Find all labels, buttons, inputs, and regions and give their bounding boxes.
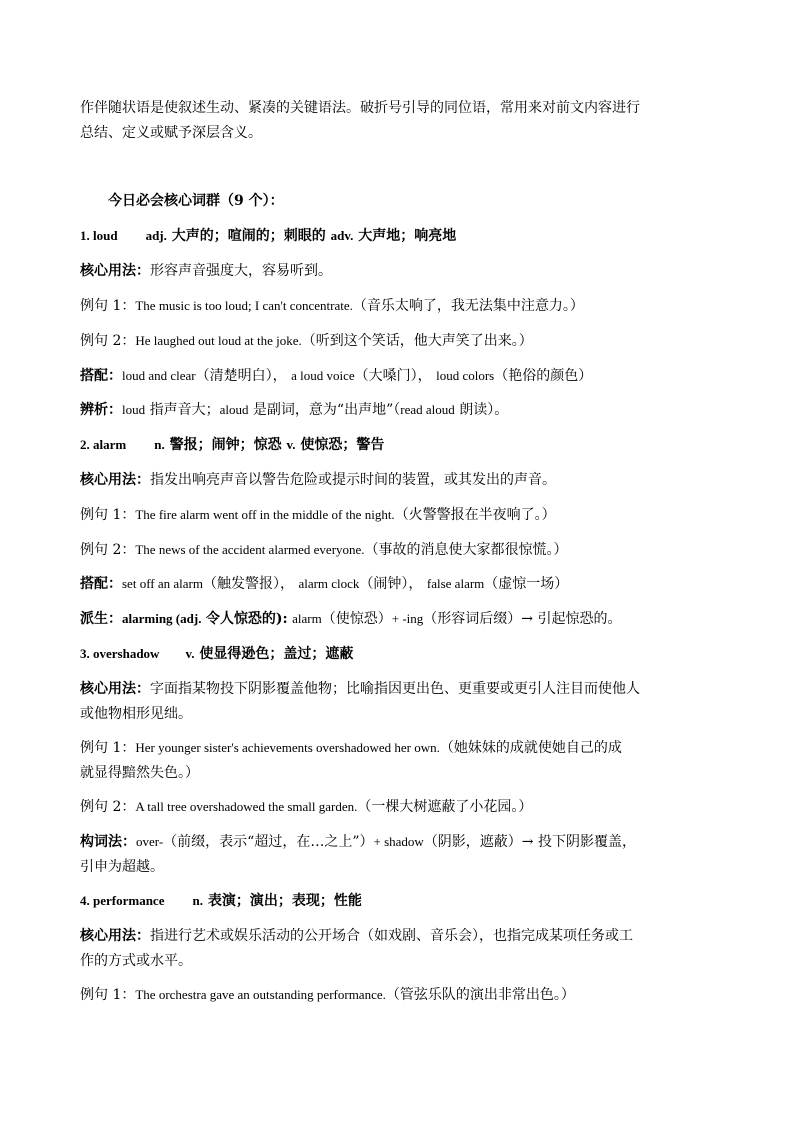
usage-text: 字面指某物投下阴影覆盖他物；比喻指因更出色、更重要或更引人注目而使他人 [150, 681, 640, 697]
word-formation-overshadow-cont: 引申为超越。 [80, 859, 164, 875]
usage-loud [80, 261, 730, 281]
text: （形容词后缀）→ 引起惊恐的。 [423, 611, 622, 627]
distinction-loud [80, 400, 730, 420]
definition: 警报；闹钟；惊恐 [169, 437, 282, 453]
usage-text: 指发出响亮声音以警告危险或提示时间的装置，或其发出的声音。 [150, 472, 556, 488]
text: 令人惊恐的): [205, 611, 288, 627]
example-english: The orchestra gave an outstanding performance. [135, 987, 386, 1002]
usage-performance-1 [80, 926, 730, 946]
definition: 表演；演出；表现；性能 [207, 893, 362, 909]
term: over- [136, 834, 164, 849]
word-heading-loud [80, 226, 730, 246]
collocation-chinese: （清楚明白）， [195, 368, 287, 384]
example-1-loud [80, 296, 730, 316]
usage-label: 核心用法： [80, 472, 150, 488]
example-chinese: （事故的消息使大家都很惊慌。） [364, 542, 568, 558]
usage-label: 核心用法： [80, 928, 150, 944]
text: （前缀，表示“超过，在…之上”） [163, 834, 374, 850]
example-chinese: （听到这个笑话，他大声笑了出来。） [301, 333, 533, 349]
example-english: The fire alarm went off in the middle of the night. [135, 507, 395, 522]
word-number-term: 3. overshadow [80, 646, 160, 661]
example-2-alarm [80, 540, 730, 560]
word-heading-alarm [80, 435, 730, 455]
derivation-alarm [80, 609, 730, 629]
collocation-label: 搭配： [80, 368, 122, 384]
example-label: 例句 2： [80, 799, 136, 815]
usage-text: 形容声音强度大，容易听到。 [150, 263, 332, 279]
text: 是副词，意为“出声地”（ [252, 402, 401, 418]
term: read aloud [400, 402, 455, 417]
example-label: 例句 1： [80, 987, 136, 1003]
example-1-performance [80, 985, 730, 1005]
example-english: A tall tree overshadowed the small garden. [135, 799, 358, 814]
definition: 使惊恐；警告 [300, 437, 385, 453]
word-number-term: 1. loud [80, 228, 118, 243]
example-2-loud [80, 331, 730, 351]
distinction-label: 辨析： [80, 402, 122, 418]
word-number-term: 4. performance [80, 893, 165, 908]
intro-line-1: 作伴随状语是使叙述生动、紧凑的关键语法。破折号引导的同位语，常用来对前文内容进行 [80, 100, 640, 116]
example-1-alarm [80, 505, 730, 525]
collocation-chinese: （触发警报）， [202, 576, 294, 592]
pos-tag: adv. [330, 228, 354, 243]
example-label: 例句 1： [80, 298, 136, 314]
definition: 大声的；喧闹的；刺眼的 [171, 228, 326, 244]
usage-overshadow-2: 或他物相形见绌。 [80, 706, 192, 722]
usage-performance-2: 作的方式或水平。 [80, 953, 192, 969]
example-english: The news of the accident alarmed everyone. [135, 542, 365, 557]
example-chinese: （一棵大树遮蔽了小花园。） [357, 799, 533, 815]
text: 朗读）。 [459, 402, 509, 418]
example-english: He laughed out loud at the joke. [135, 333, 302, 348]
term: alarming (adj. [122, 611, 202, 626]
pos-tag: v. [185, 646, 195, 661]
text: 指声音大； [149, 402, 220, 418]
derivation-label: 派生： [80, 611, 122, 627]
collocation-english: false alarm [426, 576, 485, 591]
usage-label: 核心用法： [80, 263, 150, 279]
pos-tag: n. [192, 893, 203, 908]
word-formation-overshadow [80, 832, 730, 852]
example-english: Her younger sister's achievements overshadowed her own. [135, 740, 440, 755]
example-label: 例句 2： [80, 542, 136, 558]
term: alarm [292, 611, 322, 626]
word-heading-overshadow [80, 644, 730, 664]
pos-tag: n. [154, 437, 165, 452]
pos-tag: v. [286, 437, 296, 452]
example-1-overshadow [80, 738, 730, 758]
example-label: 例句 1： [80, 740, 136, 756]
definition: 大声地；响亮地 [358, 228, 457, 244]
collocation-chinese: （虚惊一场） [484, 576, 569, 592]
usage-label: 核心用法： [80, 681, 150, 697]
usage-alarm [80, 470, 730, 490]
example-english: The music is too loud; I can't concentrate. [135, 298, 353, 313]
word-heading-performance [80, 891, 730, 911]
example-1-overshadow-cont: 就显得黯然失色。） [80, 765, 199, 781]
collocation-chinese: （大嗓门）， [354, 368, 432, 384]
example-2-overshadow [80, 797, 730, 817]
collocation-english: loud and clear [122, 368, 196, 383]
example-chinese: （火警警报在半夜响了。） [394, 507, 556, 523]
collocation-chinese: （艳俗的颜色） [494, 368, 593, 384]
example-label: 例句 2： [80, 333, 136, 349]
term: aloud [219, 402, 249, 417]
example-chinese: （管弦乐队的演出非常出色。） [385, 987, 575, 1003]
pos-tag: adj. [145, 228, 167, 243]
word-formation-label: 构词法： [80, 834, 136, 850]
text: （使惊恐） [321, 611, 392, 627]
usage-text: 指进行艺术或娱乐活动的公开场合（如戏剧、音乐会），也指完成某项任务或工 [150, 928, 633, 944]
term: + shadow [373, 834, 424, 849]
definition: 使显得逊色；盖过；遮蔽 [199, 646, 354, 662]
collocations-alarm [80, 574, 730, 594]
intro-line-2: 总结、定义或赋予深层含义。 [80, 125, 262, 141]
collocation-english: a loud voice [291, 368, 355, 383]
collocation-label: 搭配： [80, 576, 122, 592]
example-label: 例句 1： [80, 507, 136, 523]
collocation-english: set off an alarm [122, 576, 203, 591]
text: （阴影，遮蔽）→ 投下阴影覆盖， [423, 834, 636, 850]
example-chinese: （音乐太响了，我无法集中注意力。） [352, 298, 584, 314]
collocation-english: loud colors [436, 368, 495, 383]
example-chinese: （她妹妹的成就使她自己的成 [439, 740, 622, 756]
collocations-loud [80, 366, 730, 386]
collocation-chinese: （闹钟）， [359, 576, 423, 592]
word-number-term: 2. alarm [80, 437, 127, 452]
usage-overshadow-1 [80, 679, 730, 699]
section-title: 今日必会核心词群（9 个）： [108, 193, 284, 209]
collocation-english: alarm clock [298, 576, 360, 591]
term: loud [122, 402, 146, 417]
term: + -ing [391, 611, 424, 626]
